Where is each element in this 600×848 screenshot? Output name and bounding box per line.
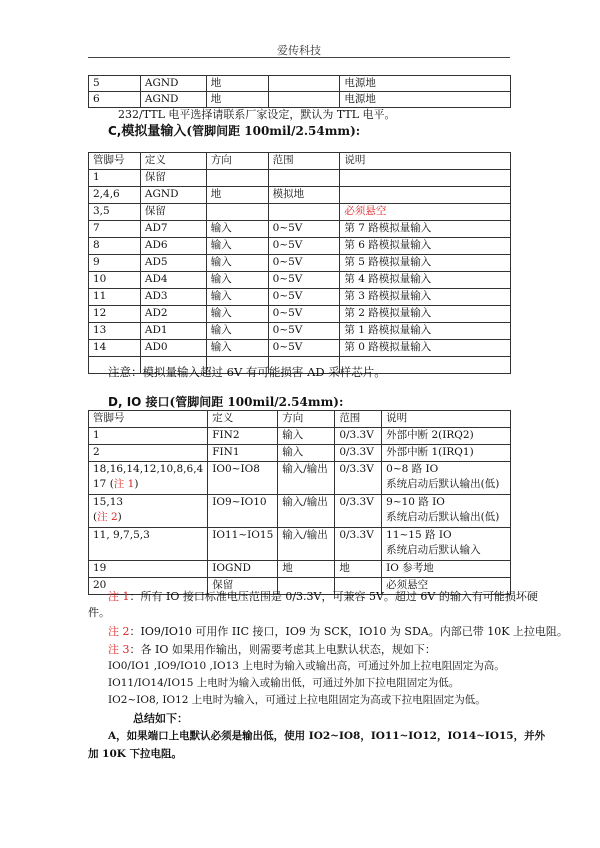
- table-cell: [206, 170, 268, 187]
- table-cell: 10: [89, 272, 141, 289]
- cell-text: 地: [339, 562, 350, 574]
- cell-text: IOGND: [212, 562, 251, 574]
- table-cell: 电源地: [340, 92, 511, 108]
- cell-text: IO0~IO8: [212, 463, 260, 475]
- table-cell: 第 5 路模拟量输入: [340, 255, 511, 272]
- section-c-spec: (管脚间距 100mil/2.54mm):: [186, 124, 361, 138]
- table-cell: [208, 445, 278, 462]
- table-cell: 第 0 路模拟量输入: [340, 340, 511, 357]
- io-interface-table: [88, 410, 511, 595]
- section-d-label: D, IO 接口: [108, 395, 170, 409]
- ttl-note: 232/TTL 电平选择请联系厂家设定，默认为 TTL 电平。: [118, 108, 396, 121]
- pin-note-close: ): [134, 478, 139, 490]
- table-cell: [335, 528, 382, 561]
- io-default-line-2: IO11/IO14/IO15 上电时为输入或输出低，可通过外加下拉电阻固定为低。: [108, 677, 460, 689]
- table-header-row: [89, 153, 511, 170]
- table-row: [89, 238, 511, 255]
- table-cell: 保留: [140, 204, 206, 221]
- table-cell: [382, 561, 511, 578]
- table-cell: [89, 462, 208, 495]
- cell-text: 11~15 路 IO: [386, 529, 452, 541]
- pin-number: 19: [93, 562, 107, 574]
- table-cell: 13: [89, 323, 141, 340]
- table-cell: 12: [89, 306, 141, 323]
- pin-number: 11, 9,7,5,3: [93, 529, 150, 541]
- table-cell: 方向: [278, 411, 335, 428]
- cell-text: IO9~IO10: [212, 496, 267, 508]
- cell-text: FIN2: [212, 429, 240, 441]
- table-cell: [382, 428, 511, 445]
- table-cell: [208, 495, 278, 528]
- table-cell: 0~5V: [268, 340, 340, 357]
- cell-text: 系统启动后默认输出(低): [386, 511, 500, 523]
- table-cell: [278, 528, 335, 561]
- table-cell: [89, 428, 208, 445]
- cell-text: 地: [282, 562, 293, 574]
- table-cell: [89, 528, 208, 561]
- pin-number: 18,16,14,12,10,8,6,4: [93, 463, 204, 475]
- table-row: [89, 428, 511, 445]
- table-cell: [268, 204, 340, 221]
- cell-text: 0/3.3V: [339, 463, 374, 475]
- page-header: 爱传科技: [277, 44, 321, 57]
- cell-text: 输入: [282, 446, 304, 458]
- section-c-heading: [108, 124, 360, 139]
- table-cell: AD4: [140, 272, 206, 289]
- pin-number: 15,13: [93, 496, 124, 508]
- table-row: [89, 445, 511, 462]
- table-cell: [268, 76, 340, 92]
- table-cell: 第 1 路模拟量输入: [340, 323, 511, 340]
- table-row: [89, 92, 511, 108]
- section-c-title: 模拟量输入: [121, 124, 187, 139]
- pin-note-ref: 注 1: [113, 478, 135, 490]
- table-cell: [382, 495, 511, 528]
- table-row: [89, 462, 511, 495]
- cell-text: 0/3.3V: [339, 446, 374, 458]
- header-rule: [88, 57, 510, 58]
- cell-text: IO11~IO15: [212, 529, 274, 541]
- table-cell: 7: [89, 221, 141, 238]
- table-cell: 第 7 路模拟量输入: [340, 221, 511, 238]
- table-cell: 0~5V: [268, 255, 340, 272]
- table-cell: [382, 445, 511, 462]
- table-cell: 地: [206, 92, 268, 108]
- table-cell: AD5: [140, 255, 206, 272]
- cell-text: 0/3.3V: [339, 496, 374, 508]
- table-cell: 9: [89, 255, 141, 272]
- table-cell: 方向: [206, 153, 268, 170]
- table-cell: 说明: [382, 411, 511, 428]
- table-cell: 输入: [206, 238, 268, 255]
- table-cell: 0~5V: [268, 221, 340, 238]
- cell-text: 输入/输出: [282, 463, 328, 475]
- table-cell: AD2: [140, 306, 206, 323]
- io-default-line-1: IO0/IO1 ,IO9/IO10 ,IO13 上电时为输入或输出高，可通过外加上拉电阻固定为高。: [108, 660, 505, 672]
- note-1-text: ：所有 IO 接口标准电压范围是 0/3.3V，可兼容 5V。超过 6V 的输入有可能损坏硬: [129, 590, 538, 603]
- ttl-pin-table: [88, 75, 511, 108]
- cell-text: 9~10 路 IO: [386, 496, 445, 508]
- table-cell: [208, 462, 278, 495]
- table-cell: [382, 528, 511, 561]
- table-cell: 电源地: [340, 76, 511, 92]
- table-row: [89, 272, 511, 289]
- table-cell: AGND: [140, 187, 206, 204]
- table-cell: [278, 445, 335, 462]
- note-2-text: ：IO9/IO10 可用作 IIC 接口，IO9 为 SCK，IO10 为 SDA。内部已带 10K 上拉电阻。: [129, 625, 568, 638]
- table-cell: 14: [89, 340, 141, 357]
- table-cell: 0~5V: [268, 306, 340, 323]
- pin-number: 2: [93, 446, 100, 458]
- table-cell: 输入: [206, 340, 268, 357]
- table-cell: 第 6 路模拟量输入: [340, 238, 511, 255]
- note-1: [108, 589, 538, 604]
- note-2: [108, 624, 568, 639]
- io-default-line-3: IO2~IO8, IO12 上电时为输入，可通过上拉电阻固定为高或下拉电阻固定为低。: [108, 694, 486, 706]
- section-d-heading: [108, 395, 343, 410]
- table-cell: [335, 561, 382, 578]
- cell-text: 输入: [282, 429, 304, 441]
- table-cell: [335, 445, 382, 462]
- table-cell: 输入: [206, 289, 268, 306]
- table-cell: 模拟地: [268, 187, 340, 204]
- cell-text: 0/3.3V: [339, 429, 374, 441]
- cell-text: 输入/输出: [282, 529, 328, 541]
- note-2-label: 注 2: [108, 625, 130, 638]
- table-row: [89, 528, 511, 561]
- summary-a: A，如果端口上电默认必须是输出低，使用 IO2~IO8，IO11~IO12，IO14~IO15，并外: [108, 730, 546, 742]
- pin-note-ref: 注 2: [97, 511, 118, 523]
- table-cell: AGND: [140, 76, 206, 92]
- table-cell: 地: [206, 76, 268, 92]
- table-cell: [208, 428, 278, 445]
- cell-text: 0~8 路 IO: [386, 463, 439, 475]
- table-row: [89, 170, 511, 187]
- table-cell: [335, 495, 382, 528]
- table-cell: 地: [206, 187, 268, 204]
- table-cell: [89, 495, 208, 528]
- table-row: [89, 495, 511, 528]
- table-cell: 5: [89, 76, 141, 92]
- cell-text: 外部中断 1(IRQ1): [386, 446, 474, 458]
- pin-number: 1: [93, 429, 100, 441]
- table-cell: [340, 187, 511, 204]
- table-cell: AD6: [140, 238, 206, 255]
- table-cell: 8: [89, 238, 141, 255]
- table-cell: 管脚号: [89, 411, 208, 428]
- pin-note-open: (: [93, 511, 98, 523]
- table-cell: 定义: [208, 411, 278, 428]
- table-cell: 第 2 路模拟量输入: [340, 306, 511, 323]
- table-cell: AD7: [140, 221, 206, 238]
- table-row: [89, 306, 511, 323]
- table-row: [89, 187, 511, 204]
- table-cell: [278, 462, 335, 495]
- table-cell: 输入: [206, 323, 268, 340]
- table-cell: [382, 462, 511, 495]
- table-cell: [208, 528, 278, 561]
- table-cell: 0~5V: [268, 323, 340, 340]
- table-cell: 0~5V: [268, 238, 340, 255]
- table-cell: [278, 428, 335, 445]
- table-cell: [278, 561, 335, 578]
- summary-title: 总结如下：: [133, 712, 188, 725]
- table-cell: 说明: [340, 153, 511, 170]
- table-cell: [278, 495, 335, 528]
- cell-text: 必须悬空: [386, 579, 429, 591]
- table-cell: [89, 445, 208, 462]
- pin-note-open: 17 (: [93, 478, 114, 490]
- analog-note: 注意：模拟量输入超过 6V 有可能损害 AD 采样芯片。: [108, 365, 386, 379]
- table-cell: 范围: [335, 411, 382, 428]
- table-cell: 0~5V: [268, 289, 340, 306]
- table-cell: 定义: [140, 153, 206, 170]
- table-cell: 1: [89, 170, 141, 187]
- note-3-text: ：各 IO 如果用作输出，则需要考虑其上电默认状态，规如下：: [129, 643, 436, 656]
- table-row: [89, 204, 511, 221]
- table-cell: [268, 170, 340, 187]
- table-cell: 输入: [206, 306, 268, 323]
- table-cell: 输入: [206, 272, 268, 289]
- section-c-label: C,: [108, 124, 122, 138]
- table-cell: 3,5: [89, 204, 141, 221]
- table-row: [89, 255, 511, 272]
- table-cell: 输入: [206, 255, 268, 272]
- table-cell: AD0: [140, 340, 206, 357]
- table-cell: AD3: [140, 289, 206, 306]
- table-cell: 范围: [268, 153, 340, 170]
- table-row: [89, 323, 511, 340]
- table-cell: 第 4 路模拟量输入: [340, 272, 511, 289]
- table-cell: [335, 462, 382, 495]
- cell-text: 系统启动后默认输出(低): [386, 478, 500, 490]
- table-row: [89, 340, 511, 357]
- cell-text: 0/3.3V: [339, 529, 374, 541]
- table-cell: [206, 204, 268, 221]
- summary-a-continued: 加 10K 下拉电阻。: [88, 748, 183, 760]
- table-cell: [268, 92, 340, 108]
- note-3-label: 注 3: [108, 643, 130, 656]
- cell-text: 保留: [212, 579, 234, 591]
- table-row: [89, 221, 511, 238]
- cell-text: 输入/输出: [282, 496, 328, 508]
- cell-text: IO 参考地: [386, 562, 434, 574]
- table-cell: 必须悬空: [340, 204, 511, 221]
- cell-text: FIN1: [212, 446, 240, 458]
- table-row: [89, 561, 511, 578]
- table-cell: 0~5V: [268, 272, 340, 289]
- table-cell: 11: [89, 289, 141, 306]
- table-cell: [340, 170, 511, 187]
- table-row: [89, 289, 511, 306]
- note-1-continued: 件。: [88, 606, 110, 619]
- table-row: [89, 76, 511, 92]
- cell-text: 系统启动后默认输入: [386, 544, 481, 556]
- analog-input-table: [88, 152, 511, 374]
- section-d-spec: (管脚间距 100mil/2.54mm):: [169, 395, 344, 409]
- note-3: [108, 642, 436, 657]
- cell-text: 外部中断 2(IRQ2): [386, 429, 474, 441]
- pin-number: 20: [93, 579, 107, 591]
- table-cell: AD1: [140, 323, 206, 340]
- pin-note-close: ): [117, 511, 122, 523]
- table-cell: [208, 561, 278, 578]
- table-cell: AGND: [140, 92, 206, 108]
- table-cell: 第 3 路模拟量输入: [340, 289, 511, 306]
- table-cell: 保留: [140, 170, 206, 187]
- table-cell: 6: [89, 92, 141, 108]
- table-cell: [335, 428, 382, 445]
- note-1-label: 注 1: [108, 590, 130, 603]
- table-cell: 输入: [206, 221, 268, 238]
- table-cell: [89, 561, 208, 578]
- table-cell: 2,4,6: [89, 187, 141, 204]
- table-header-row: [89, 411, 511, 428]
- table-cell: 管脚号: [89, 153, 141, 170]
